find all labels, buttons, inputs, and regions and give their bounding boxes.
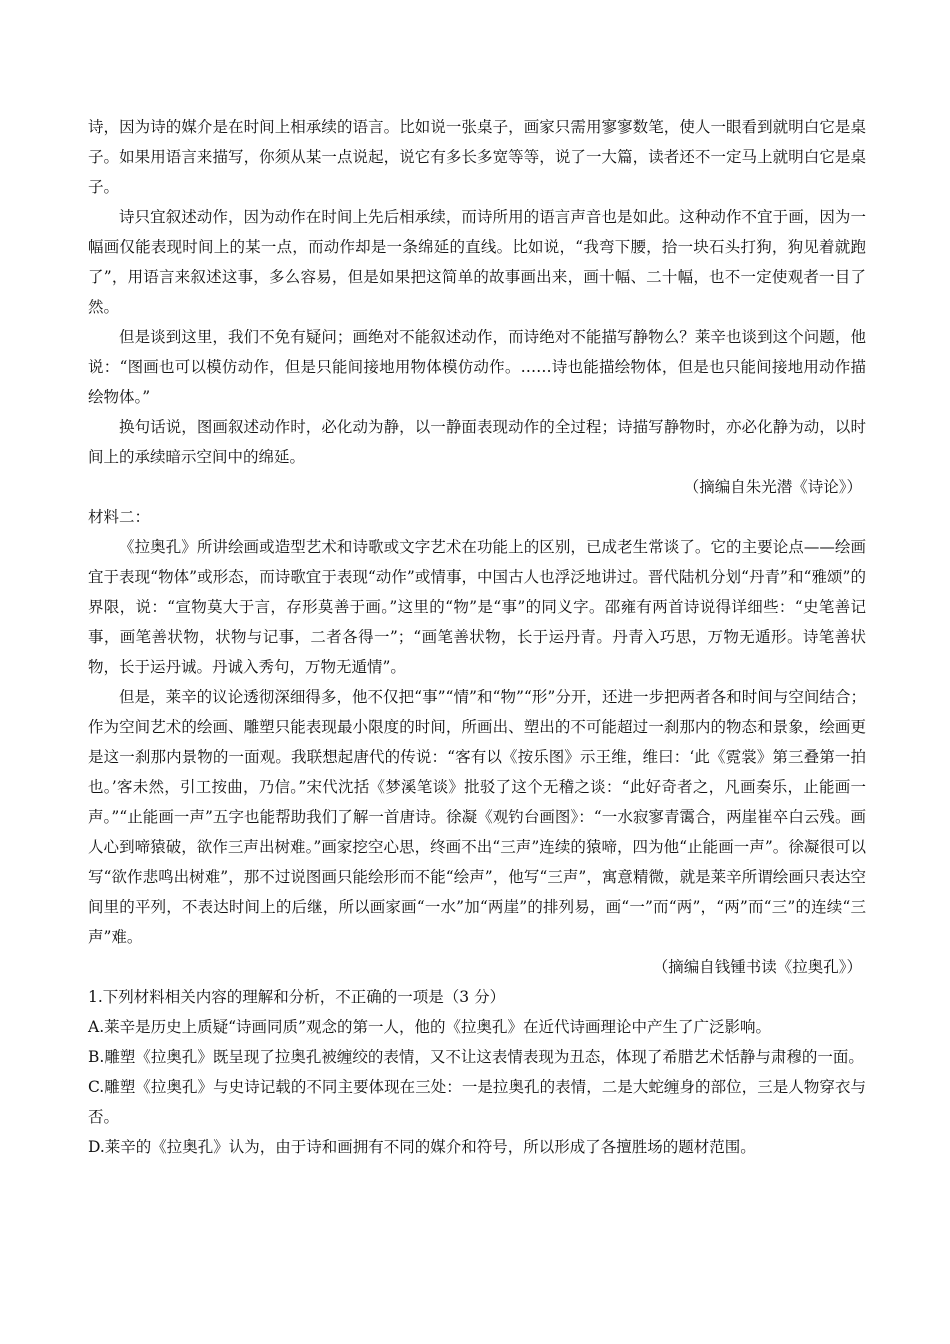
question-1-option-d: D.莱辛的《拉奥孔》认为，由于诗和画拥有不同的媒介和符号，所以形成了各擅胜场的题材范围。 (88, 1138, 756, 1156)
question-1-stem: 1.下列材料相关内容的理解和分析，不正确的一项是（3 分） (88, 988, 506, 1006)
material2-source: （摘编自钱锺书读《拉奥孔》） (652, 958, 862, 976)
material1-source: （摘编自朱光潜《诗论》） (683, 478, 862, 496)
material1-paragraph-1: 诗只宜叙述动作，因为动作在时间上先后相承续，而诗所用的语言声音也是如此。这种动作不宜于画，因为一幅画仅能表现时间上的某一点，而动作却是一条绵延的直线。比如说，“我弯下腰，拾一块石头打狗，狗见着就跑了”，用语言来叙述这事，多么容易，但是如果把这简单的故事画出来，画十幅、二十幅，也不一定使观者一目了然。 (88, 208, 866, 316)
material2-paragraph-1: 但是，莱辛的议论透彻深细得多，他不仅把“事”“情”和“物”“形”分开，还进一步把两者各和时间与空间结合；作为空间艺术的绘画、雕塑只能表现最小限度的时间，所画出、塑出的不可能超过一刹那内的物态和景象，绘画更是这一刹那内景物的一面观。我联想起唐代的传说：“客有以《按乐图》示王维，维曰：‘此《霓裳》第三叠第一拍也。’客未然，引工按曲，乃信。”宋代沈括《梦溪笔谈》批驳了这个无稽之谈：“此好奇者之，凡画奏乐，止能画一声。”“止能画一声”五字也能帮助我们了解一首唐诗。徐凝《观钓台画图》：“一水寂寥青霭合，两崖崔卒白云残。画人心到啼猿破，欲作三声出树难。”画家挖空心思，终画不出“三声”连续的猿啼，四为他“止能画一声”。徐凝很可以写“欲作悲鸣出树难”，那不过说图画只能绘形而不能“绘声”，他写“三声”，寓意精微，就是莱辛所谓绘画只表达空间里的平列，不表达时间上的后继，所以画家画“一水”加“两崖”的排列易，画“一”而“两”，“两”而“三”的连续“三声”难。 (88, 688, 866, 946)
text-column (88, 112, 866, 1162)
material1-paragraph-3: 换句话说，图画叙述动作时，必化动为静，以一静面表现动作的全过程；诗描写静物时，亦必化静为动，以时间上的承续暗示空间中的绵延。 (88, 418, 866, 466)
material1-paragraph-2: 但是谈到这里，我们不免有疑问；画绝对不能叙述动作，而诗绝对不能描写静物么？莱辛也谈到这个问题，他说：“图画也可以模仿动作，但是只能间接地用物体模仿动作。……诗也能描绘物体，但是也只能间接地用动作描绘物体。” (88, 328, 866, 406)
material2-label: 材料二： (88, 508, 151, 526)
question-1-option-b: B.雕塑《拉奥孔》既呈现了拉奥孔被缠绞的表情，又不让这表情表现为丑态，体现了希腊艺术恬静与肃穆的一面。 (88, 1048, 864, 1066)
question-1-option-a: A.莱辛是历史上质疑“诗画同质”观念的第一人，他的《拉奥孔》在近代诗画理论中产生了广泛影响。 (88, 1018, 771, 1036)
material1-paragraph-0: 诗，因为诗的媒介是在时间上相承续的语言。比如说一张桌子，画家只需用寥寥数笔，使人一眼看到就明白它是桌子。如果用语言来描写，你须从某一点说起，说它有多长多宽等等，说了一大篇，读者还不一定马上就明白它是桌子。 (88, 118, 866, 196)
material2-paragraph-0: 《拉奥孔》所讲绘画或造型艺术和诗歌或文字艺术在功能上的区别，已成老生常谈了。它的主要论点——绘画宜于表现“物体”或形态，而诗歌宜于表现“动作”或情事，中国古人也浮泛地讲过。晋代陆机分划“丹青”和“雅颂”的界限，说：“宣物莫大于言，存形莫善于画。”这里的“物”是“事”的同义字。邵雍有两首诗说得详细些：“史笔善记事，画笔善状物，状物与记事，二者各得一”；“画笔善状物，长于运丹青。丹青入巧思，万物无遁形。诗笔善状物，长于运丹诚。丹诚入秀句，万物无遁情”。 (88, 538, 866, 676)
question-1-option-c: C.雕塑《拉奥孔》与史诗记载的不同主要体现在三处：一是拉奥孔的表情，二是大蛇缠身的部位，三是人物穿衣与否。 (88, 1078, 866, 1126)
